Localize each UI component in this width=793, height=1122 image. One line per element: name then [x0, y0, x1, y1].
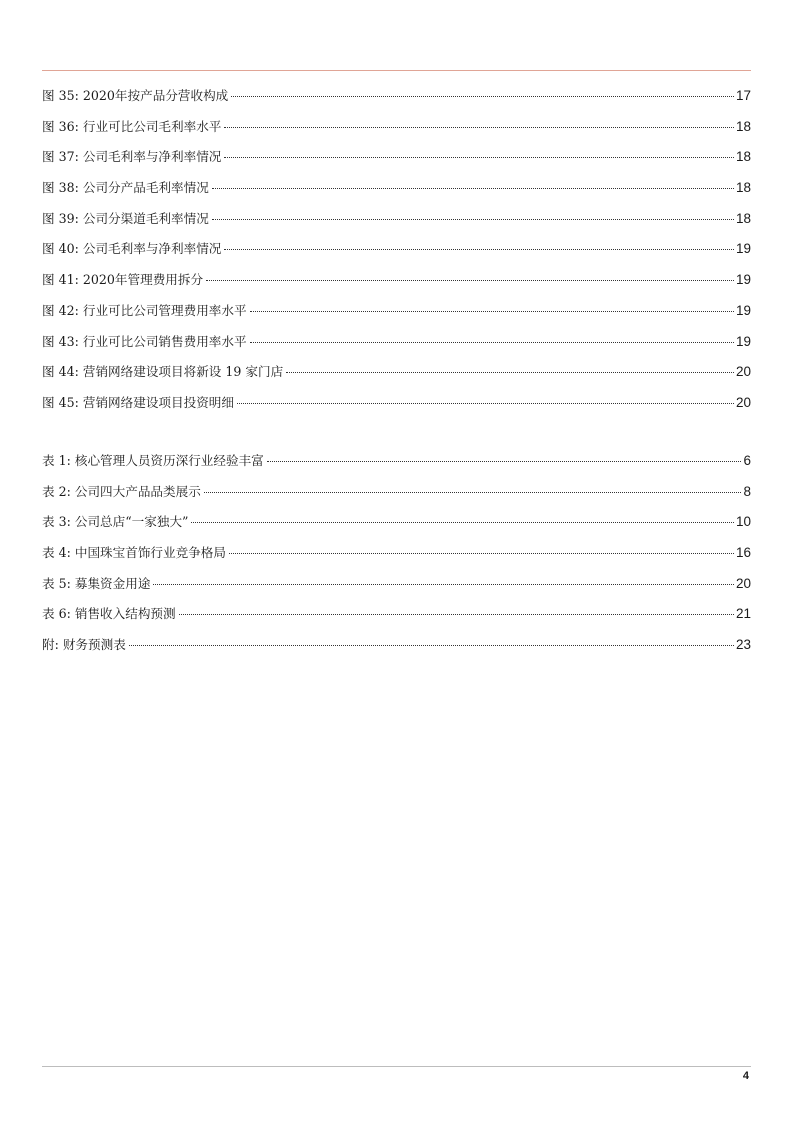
toc-entry-page: 16 [735, 545, 751, 561]
toc-entry-page: 18 [735, 149, 751, 165]
dot-leader [237, 403, 734, 404]
toc-entry[interactable] [42, 574, 751, 605]
toc-entry-title: 图 40: 公司毛利率与净利率情况 [42, 241, 222, 257]
table-index [42, 451, 751, 666]
toc-entry-page: 18 [735, 210, 751, 226]
toc-entry-title: 图 35: 2020年按产品分营收构成 [42, 88, 229, 103]
toc-entry-page: 19 [735, 272, 751, 288]
toc-entry-title: 表 5: 募集资金用途 [42, 575, 151, 591]
toc-entry-title: 图 39: 公司分渠道毛利率情况 [42, 210, 209, 226]
toc-entry-title: 表 1: 核心管理人员资历深行业经验丰富 [42, 453, 264, 468]
toc-entry-page: 21 [735, 606, 751, 622]
toc-entry[interactable] [42, 543, 751, 574]
toc-entry-page: 6 [743, 453, 751, 468]
dot-leader [212, 188, 734, 189]
toc-entry-page: 17 [735, 88, 751, 103]
toc-entry-title: 表 3: 公司总店“一家独大” [42, 514, 189, 530]
dot-leader [129, 645, 734, 646]
toc-entry[interactable] [42, 362, 751, 393]
toc-entry-title: 图 44: 营销网络建设项目将新设 19 家门店 [42, 364, 284, 380]
toc-entry[interactable] [42, 239, 751, 270]
toc-entry[interactable] [42, 482, 751, 513]
toc-entry-page: 10 [735, 514, 751, 530]
toc-entry-title: 图 37: 公司毛利率与净利率情况 [42, 149, 222, 165]
toc-entry-title: 图 41: 2020年管理费用拆分 [42, 272, 204, 288]
dot-leader [206, 280, 734, 281]
toc-entry-page: 19 [735, 241, 751, 257]
toc-entry[interactable] [42, 117, 751, 148]
toc-entry-title: 附: 财务预测表 [42, 637, 126, 653]
toc-entry[interactable] [42, 301, 751, 332]
page-number: 4 [742, 1070, 749, 1082]
toc-entry-title: 图 45: 营销网络建设项目投资明细 [42, 394, 234, 410]
toc-entry-page: 20 [735, 575, 751, 591]
toc-entry-title: 表 2: 公司四大产品品类展示 [42, 483, 201, 499]
toc-entry[interactable] [42, 451, 751, 482]
toc-entry-title: 图 36: 行业可比公司毛利率水平 [42, 118, 222, 134]
dot-leader [229, 553, 734, 554]
toc-entry-title: 表 4: 中国珠宝首饰行业竞争格局 [42, 545, 226, 561]
toc-entry-page: 18 [735, 180, 751, 196]
dot-leader [267, 461, 742, 462]
toc-entry-page: 19 [735, 333, 751, 349]
toc-entry[interactable] [42, 270, 751, 301]
dot-leader [224, 127, 734, 128]
toc-entry[interactable] [42, 178, 751, 209]
dot-leader [224, 157, 734, 158]
dot-leader [224, 249, 734, 250]
dot-leader [191, 522, 733, 523]
dot-leader [212, 219, 734, 220]
dot-leader [204, 492, 742, 493]
footer-rule [42, 1066, 751, 1067]
toc-entry[interactable] [42, 209, 751, 240]
toc-entry[interactable] [42, 332, 751, 363]
toc-entry-title: 表 6: 销售收入结构预测 [42, 606, 176, 622]
toc-entry[interactable] [42, 635, 751, 666]
toc-entry[interactable] [42, 604, 751, 635]
toc-entry[interactable] [42, 393, 751, 424]
toc-entry[interactable] [42, 86, 751, 117]
dot-leader [250, 342, 734, 343]
dot-leader [286, 372, 734, 373]
toc-entry-title: 图 42: 行业可比公司管理费用率水平 [42, 302, 247, 318]
dot-leader [179, 614, 734, 615]
toc-entry-page: 8 [743, 483, 751, 499]
dot-leader [250, 311, 734, 312]
toc-entry-page: 18 [735, 118, 751, 134]
toc-entry-title: 图 43: 行业可比公司销售费用率水平 [42, 333, 247, 349]
toc-entry-title: 图 38: 公司分产品毛利率情况 [42, 180, 209, 196]
toc-entry-page: 23 [735, 637, 751, 653]
figure-index [42, 86, 751, 424]
dot-leader [153, 584, 734, 585]
toc-entry[interactable] [42, 512, 751, 543]
header-rule [42, 70, 751, 71]
toc-entry-page: 20 [735, 364, 751, 380]
toc-entry-page: 20 [735, 394, 751, 410]
toc-entry[interactable] [42, 147, 751, 178]
toc-entry-page: 19 [735, 302, 751, 318]
dot-leader [231, 96, 734, 97]
